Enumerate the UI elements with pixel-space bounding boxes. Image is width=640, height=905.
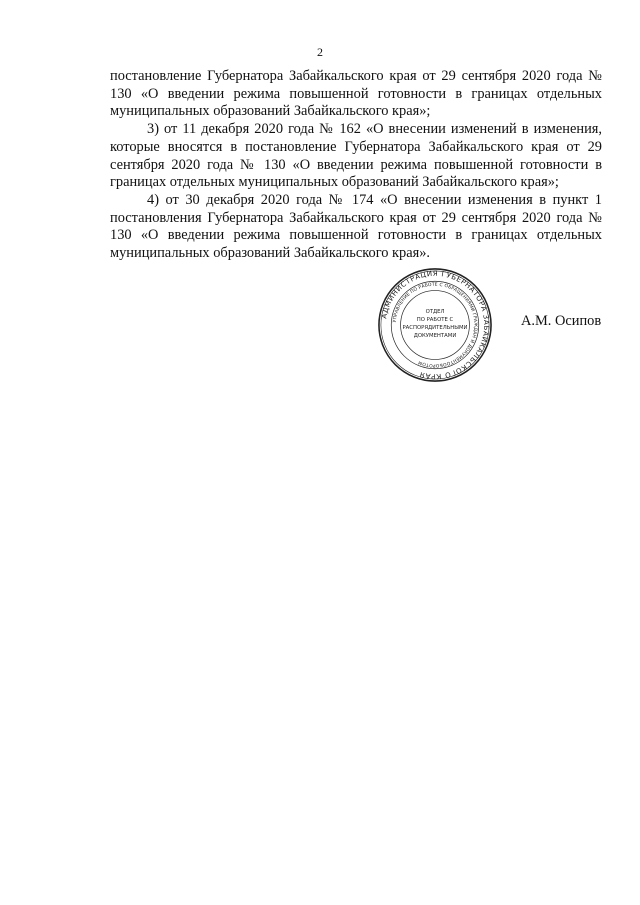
- paragraph: 3) от 11 декабря 2020 года № 162 «О внесении изменений в изменения, которые вносятся в постановление Губернатора Забайкальского края от 29 сентября 2020 года № 130 «О введении режима повышенной готовности в границах отдельных муниципальных образований Забайкальского края»;: [110, 121, 602, 191]
- signer-name: А.М. Осипов: [521, 313, 602, 329]
- stamp-center-line: РАСПОРЯДИТЕЛЬНЫМИ: [402, 324, 468, 331]
- page-number: 2: [317, 45, 323, 59]
- stamp-center-line: ПО РАБОТЕ С: [416, 317, 454, 324]
- official-seal-stamp: [376, 266, 494, 384]
- paragraph: 4) от 30 декабря 2020 года № 174 «О внесении изменения в пункт 1 постановления Губернатора Забайкальского края от 29 сентября 2020 года № 130 «О введении режима повышенной готовности в границах отдельных муниципальных образований Забайкальского края».: [110, 191, 602, 262]
- stamp-outer-ring-text: АДМИНИСТРАЦИЯ ГУБЕРНАТОРА ЗАБАЙКАЛЬСКОГО КРАЯ: [379, 268, 492, 382]
- paragraph: постановление Губернатора Забайкальского края от 29 сентября 2020 года № 130 «О введении режима повышенной готовности в границах отдельных муниципальных образований Забайкальского края»;: [110, 68, 602, 120]
- document-body: [110, 68, 602, 263]
- stamp-center-line: ДОКУМЕНТАМИ: [413, 332, 457, 339]
- stamp-inner-ring-text: УПРАВЛЕНИЕ ПО РАБОТЕ С ОБРАЩЕНИЯМИ ГРАЖДАН И ДОКУМЕНТООБОРОТОМ: [392, 282, 478, 368]
- stamp-center-line: ОТДЕЛ: [425, 309, 445, 316]
